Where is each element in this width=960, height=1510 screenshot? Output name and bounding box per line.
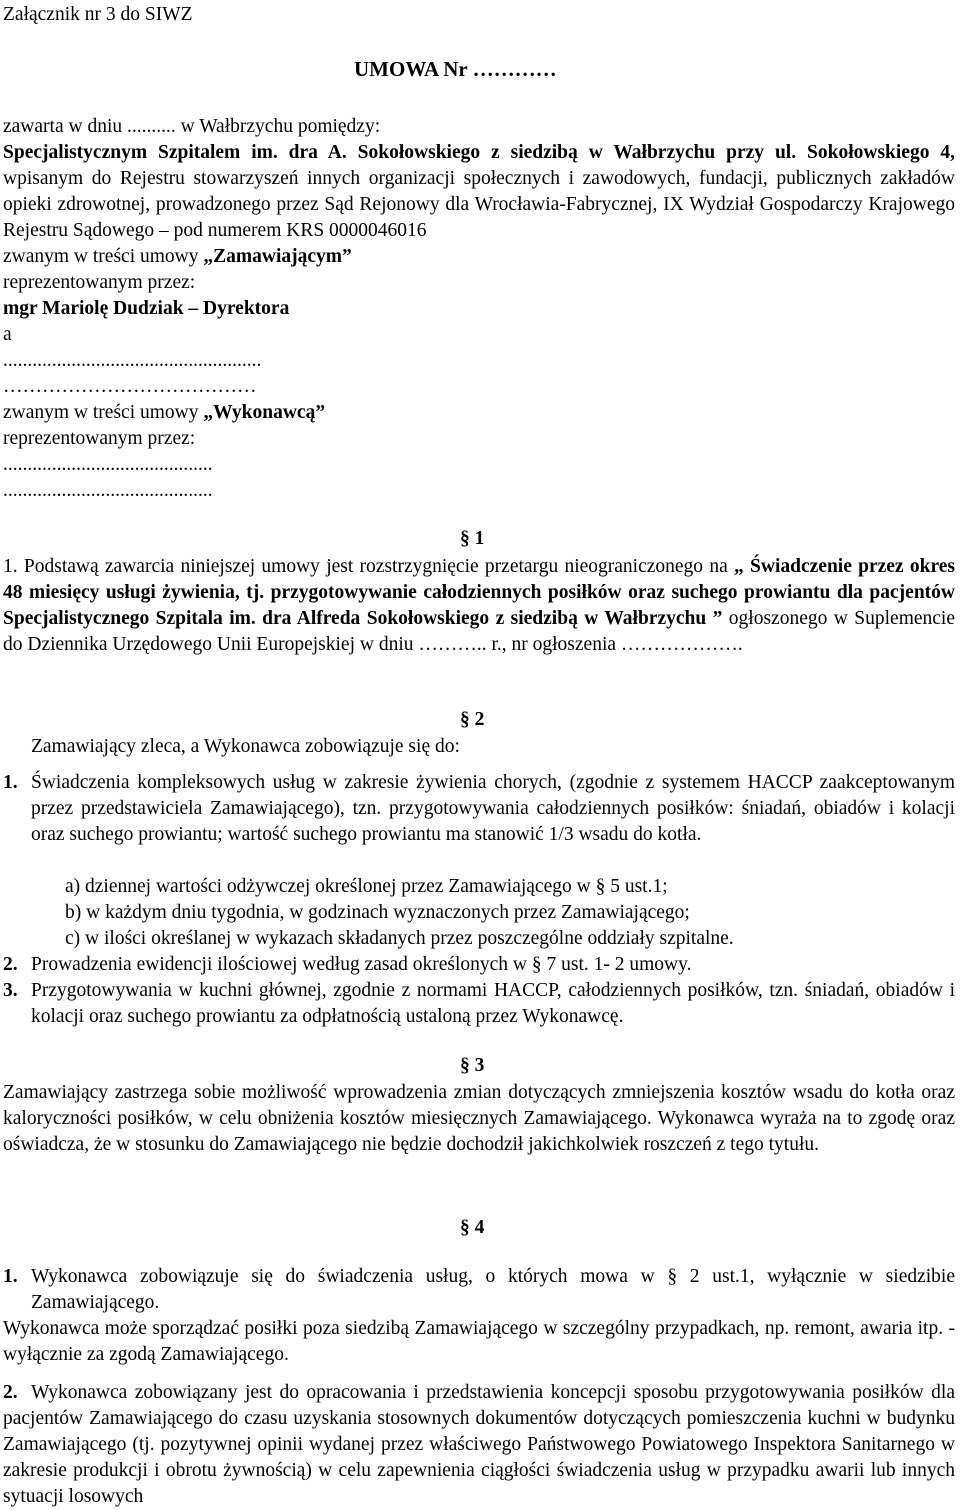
section-2-item-2 [3, 952, 955, 978]
called2-line [3, 400, 955, 426]
section-2-lead: Zamawiający zleca, a Wykonawca zobowiązuje się do: [31, 736, 460, 757]
section-2-item-3 [3, 978, 955, 1030]
item-text: Świadczenia kompleksowych usług w zakresie żywienia chorych, (zgodnie z systemem HACCP zaakceptowanym przez przedstawiciela Zamawiającego), tzn. przygotowywania całodziennych posiłków: śniadań, obiadów i kolacji oraz suchego prowiantu; wartość suchego prowiantu ma stanowić 1/3 wsadu do kotła. [31, 772, 955, 845]
item-number: 3. [3, 980, 18, 1001]
section-3-text: Zamawiający zastrzega sobie możliwość wprowadzenia zmian dotyczących zmniejszenia kosztów wsadu do kotła oraz kaloryczności posiłków, w celu obniżenia kosztów miesięcznych Zamawiającego. Wykonawca wyraża na to zgodę oraz oświadcza, że w stosunku do Zamawiającego nie będzie dochodził jakichkolwiek roszczeń z tego tytułu. [3, 1082, 955, 1155]
called2-name: „Wykonawcą” [203, 402, 326, 423]
placeholder-dots-4: ........................................... [3, 480, 213, 501]
represented2-line: reprezentowanym przez: [3, 428, 196, 449]
section-4-note: Wykonawca może sporządzać posiłki poza siedzibą Zamawiającego w szczególny przypadkach, np. remont, awaria itp. - wyłącznie za zgodą Zamawiającego. [3, 1318, 955, 1365]
section-1-num: 1. [3, 556, 18, 577]
section-1-text2: ogłoszonego w Suplemencie do Dziennika Urzędowego Unii Europejskiej w dniu ……….. r., nr ogłoszenia ………………. [3, 608, 955, 655]
item-number: 2. [3, 1382, 18, 1403]
section-4-heading: § 4 [460, 1217, 485, 1238]
section-1-heading: § 1 [460, 528, 485, 549]
item-number: 1. [3, 772, 18, 793]
section-2-item-1 [3, 770, 955, 848]
section-4-item-1 [3, 1264, 955, 1316]
party1-name: Specjalistycznym Szpitalem im. dra A. Sokołowskiego z siedzibą w Wałbrzychu przy ul. Sokołowskiego 4, [3, 142, 955, 163]
item-text: Wykonawca zobowiązany jest do opracowania i przedstawienia koncepcji sposobu przygotowywania posiłków dla pacjentów Zamawiającego do czasu uzyskania stosownych dokumentów dotyczących pomieszczenia kuchni w budynku Zamawiającego (tj. pozytywnej opinii wydanej przez właściwego Państwowego Powiatowego Inspektora Sanitarnego w zakresie produkcji i obrotu żywnością) w celu zapewnienia ciągłości świadczenia usług w przypadku awarii lub innych sytuacji losowych [3, 1382, 955, 1507]
and-line: a [3, 324, 12, 345]
concluded-line: zawarta w dniu .......... w Wałbrzychu pomiędzy: [3, 116, 381, 137]
parties-block [3, 114, 955, 504]
section-3-heading: § 3 [460, 1055, 485, 1076]
represented1-line: reprezentowanym przez: [3, 272, 196, 293]
attachment-header: Załącznik nr 3 do SIWZ [3, 4, 193, 25]
called2-prefix: zwanym w treści umowy [3, 402, 204, 423]
called1-name: „Zamawiającym” [203, 246, 352, 267]
section-2-sub-c: c) w ilości określanej w wykazach składanych przez poszczególne oddziały szpitalne. [65, 928, 734, 949]
item-text: Przygotowywania w kuchni głównej, zgodnie z normami HACCP, całodziennych posiłków, tzn. śniadań, obiadów i kolacji oraz suchego prowiantu za odpłatnością ustaloną przez Wykonawcę. [31, 980, 955, 1027]
party1-registry: wpisanym do Rejestru stowarzyszeń innych organizacji społecznych i zawodowych, fundacji, publicznych zakładów opieki zdrowotnej, prowadzonego przez Sąd Rejonowy dla Wrocławia-Fabrycznej, IX Wydział Gospodarczy Krajowego Rejestru Sądowego – pod numerem KRS 0000046016 [3, 168, 955, 241]
called1-line [3, 244, 955, 270]
party1-description [3, 140, 955, 244]
item-text: Wykonawca zobowiązuje się do świadczenia usług, o których mowa w § 2 ust.1, wyłącznie w siedzibie Zamawiającego. [31, 1266, 955, 1313]
section-2-sub-a: a) dziennej wartości odżywczej określonej przez Zamawiającego w § 5 ust.1; [65, 876, 668, 897]
section-1-subject: „ Świadczenie przez okres 48 miesięcy usługi żywienia, tj. przygotowywanie całodziennych posiłków oraz suchego prowiantu dla pacjentów Specjalistycznego Szpitala im. dra Alfreda Sokołowskiego z siedzibą w Wałbrzychu ” [3, 556, 956, 629]
item-number: 1. [3, 1266, 18, 1287]
placeholder-dots-2: ………………………………… [3, 376, 257, 397]
section-4-item-2 [3, 1380, 955, 1510]
representative1-name: mgr Mariolę Dudziak – Dyrektora [3, 298, 290, 319]
section-2-sub-b: b) w każdym dniu tygodnia, w godzinach wyznaczonych przez Zamawiającego; [65, 902, 690, 923]
called1-prefix: zwanym w treści umowy [3, 246, 204, 267]
item-text: Prowadzenia ewidencji ilościowej według zasad określonych w § 7 ust. 1- 2 umowy. [31, 954, 692, 975]
section-2-heading: § 2 [460, 709, 485, 730]
section-1-text [3, 554, 955, 658]
placeholder-dots-1: ..................................................... [3, 350, 262, 371]
contract-title: UMOWA Nr ………… [354, 57, 557, 81]
placeholder-dots-3: ........................................... [3, 454, 213, 475]
item-number: 2. [3, 954, 18, 975]
section-1-text1: Podstawą zawarcia niniejszej umowy jest rozstrzygnięcie przetargu nieograniczonego na [17, 556, 728, 577]
